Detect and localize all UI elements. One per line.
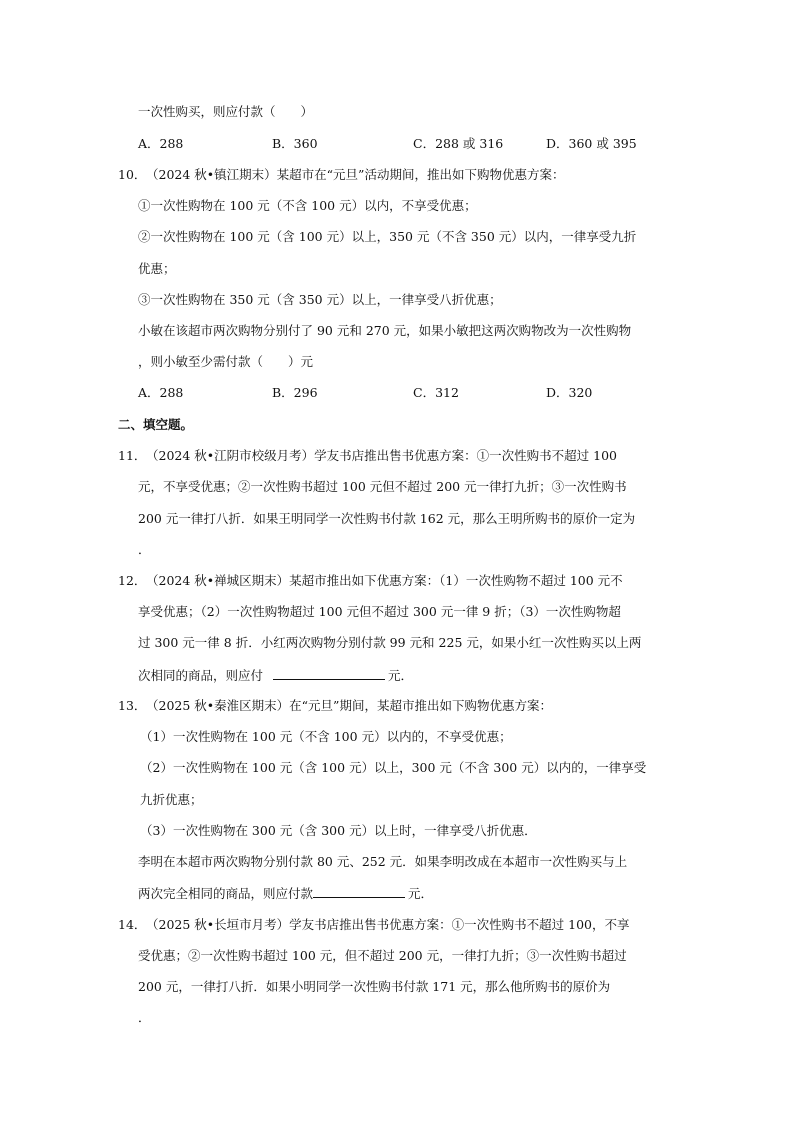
q12-answer-blank[interactable] <box>273 667 385 680</box>
q13-answer-blank[interactable] <box>313 885 405 898</box>
q11-line-4: ． <box>138 542 151 557</box>
q13-rule-2-cont: 九折优惠； <box>140 792 203 807</box>
q13-rule-2: （2）一次性购物在 100 元（含 100 元）以上，300 元（不含 300 元）以内的，一律享受 <box>140 760 647 775</box>
q11-line-1: （2024 秋•江阴市校级月考）学友书店推出售书优惠方案：①一次性购书不超过 100 <box>146 448 617 463</box>
q10-rule-2-cont: 优惠； <box>138 261 176 276</box>
q12-line-3: 过 300 元一律 8 折．小红两次购物分别付款 99 元和 225 元，如果小红一次性购买以上两 <box>138 635 642 650</box>
q12-line-1: （2024 秋•禅城区期末）某超市推出如下优惠方案：（1）一次性购物不超过 100 元不 <box>146 573 623 588</box>
q13-stem: （2025 秋•秦淮区期末）在“元旦”期间，某超市推出如下购物优惠方案： <box>146 698 552 713</box>
q9-option-b: B．360 <box>272 136 318 151</box>
q9-option-c: C．288 或 316 <box>413 136 504 151</box>
q10-question-line-1: 小敏在该超市两次购物分别付了 90 元和 270 元，如果小敏把这两次购物改为一次性购物 <box>138 323 632 338</box>
q10-question-line-2: ，则小敏至少需付款（ ）元 <box>138 354 314 369</box>
q14-number: 14． <box>118 917 147 932</box>
q9-option-d: D．360 或 395 <box>546 136 637 151</box>
q14-line-2: 受优惠；②一次性购书超过 100 元，但不超过 200 元，一律打九折；③一次性购书超过 <box>138 948 627 963</box>
q14-line-1: （2025 秋•长垣市月考）学友书店推出售书优惠方案：①一次性购书不超过 100，不享 <box>146 917 630 932</box>
q12-line-4-after: 元． <box>388 668 414 683</box>
q10-option-b: B．296 <box>272 385 318 400</box>
q11-number: 11． <box>118 448 147 463</box>
q13-question-line-2 <box>138 885 433 902</box>
q14-line-4: ． <box>138 1010 151 1025</box>
q13-number: 13． <box>118 698 147 713</box>
q13-rule-3: （3）一次性购物在 300 元（含 300 元）以上时，一律享受八折优惠． <box>140 823 537 838</box>
q14-line-3: 200 元，一律打八折．如果小明同学一次性购书付款 171 元，那么他所购书的原价为 <box>138 979 611 994</box>
q9-question-tail: 一次性购买，则应付款（ ） <box>138 104 314 119</box>
q13-question-line-2-before: 两次完全相同的商品，则应付款 <box>138 886 314 901</box>
q11-line-3: 200 元一律打八折．如果王明同学一次性购书付款 162 元，那么王明所购书的原价一定为 <box>138 511 636 526</box>
q13-question-line-2-after: 元． <box>408 886 434 901</box>
q10-rule-3: ③一次性购物在 350 元（含 350 元）以上，一律享受八折优惠； <box>138 292 502 307</box>
q12-line-4 <box>138 667 413 684</box>
q10-option-a: A．288 <box>138 385 184 400</box>
q10-rule-1: ①一次性购物在 100 元（不含 100 元）以内，不享受优惠； <box>138 198 477 213</box>
q10-rule-2: ②一次性购物在 100 元（含 100 元）以上，350 元（不含 350 元）以内，一律享受九折 <box>138 229 637 244</box>
q13-question-line-1: 李明在本超市两次购物分别付款 80 元、252 元．如果李明改成在本超市一次性购买与上 <box>138 854 628 869</box>
q12-line-4-before: 次相同的商品，则应付 <box>138 668 264 683</box>
q10-stem: （2024 秋•镇江期末）某超市在“元旦”活动期间，推出如下购物优惠方案： <box>146 167 565 182</box>
q10-option-c: C．312 <box>413 385 459 400</box>
q10-number: 10． <box>118 167 147 182</box>
q10-option-d: D．320 <box>546 385 593 400</box>
q9-option-a: A．288 <box>138 136 184 151</box>
q12-number: 12． <box>118 573 147 588</box>
q12-line-2: 享受优惠；（2）一次性购物超过 100 元但不超过 300 元一律 9 折；（3）一次性购物超 <box>138 604 621 619</box>
q11-line-2: 元，不享受优惠；②一次性购书超过 100 元但不超过 200 元一律打九折；③一次性购书 <box>138 479 627 494</box>
q13-rule-1: （1）一次性购物在 100 元（不含 100 元）以内的，不享受优惠； <box>140 729 512 744</box>
section-title-fill-in: 二、填空题。 <box>118 417 194 432</box>
